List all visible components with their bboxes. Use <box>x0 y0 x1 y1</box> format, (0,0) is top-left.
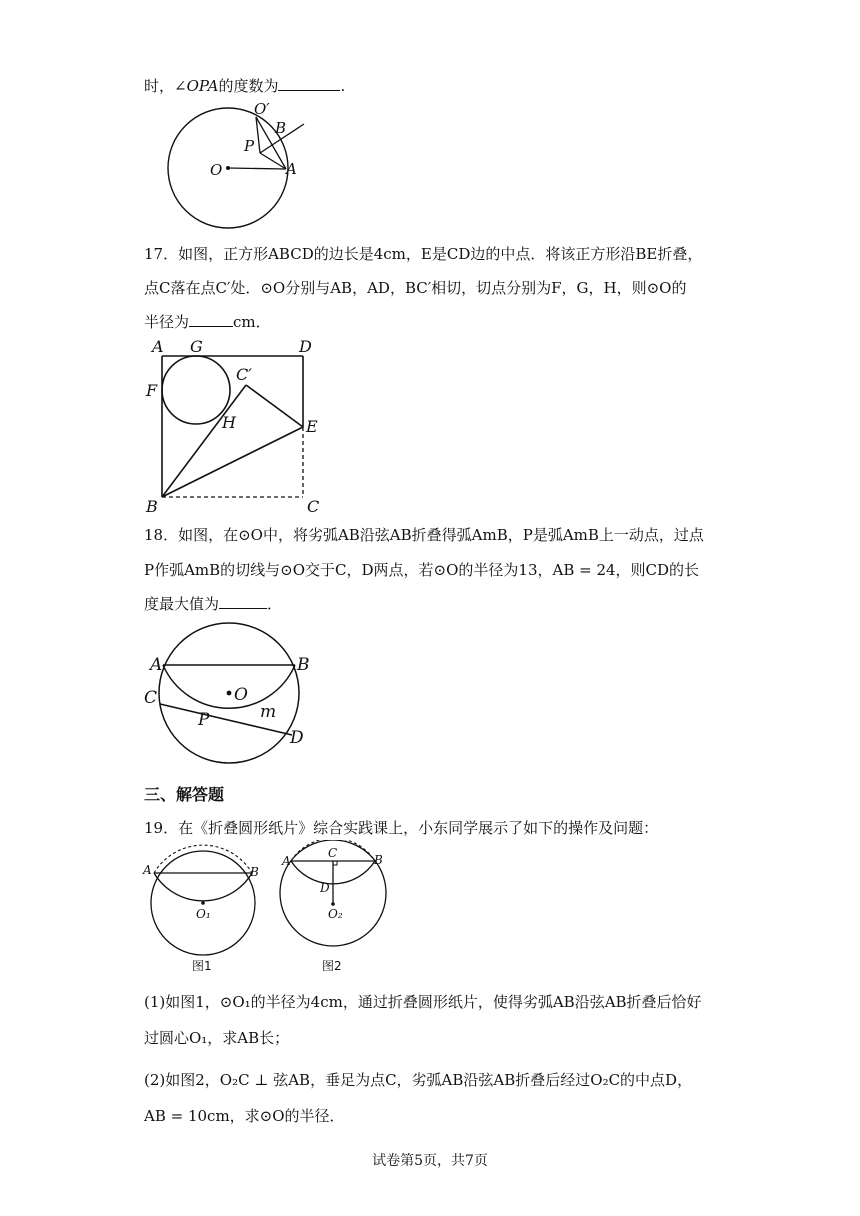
q19-intro: 19．在《折叠圆形纸片》综合实践课上，小东同学展示了如下的操作及问题： <box>144 819 659 837</box>
label-A: A <box>282 854 291 868</box>
section-title: 三、解答题 <box>144 785 225 804</box>
label-O-prime: O′ <box>254 100 270 118</box>
q18-figure <box>140 620 320 770</box>
label-H: H <box>222 413 236 432</box>
fig1-caption: 图1 <box>192 959 212 973</box>
label-D: D <box>320 881 330 895</box>
label-B: B <box>297 655 310 675</box>
q16-figure <box>160 100 320 230</box>
q19-part2-line-2: AB = 10cm，求⊙O的半径． <box>144 1107 345 1125</box>
q19-part1-line-1: (1)如图1，⊙O₁的半径为4cm，通过折叠圆形纸片，使得劣弧AB沿弦AB折叠后恰好 <box>144 993 702 1011</box>
q16-line: 时，∠OPA的度数为 . <box>144 77 346 95</box>
q18-line-3: 度最大值为 ． <box>144 595 283 613</box>
label-C: C <box>144 688 158 708</box>
answer-blank <box>189 312 233 327</box>
q18-line-2: P作弧AmB的切线与⊙O交于C，D两点，若⊙O的半径为13，AB = 24，则CD的长 <box>144 561 700 579</box>
label-P: P <box>244 137 255 155</box>
label-C: C <box>328 846 338 860</box>
label-C: C <box>307 497 320 514</box>
label-E: E <box>306 417 318 436</box>
answer-blank <box>219 594 267 609</box>
label-A: A <box>286 160 297 178</box>
q17-line-1: 17．如图，正方形ABCD的边长是4cm，E是CD边的中点．将该正方形沿BE折叠， <box>144 245 703 263</box>
q19-figure-1 <box>138 840 268 978</box>
label-O2: O₂ <box>328 907 343 921</box>
q19-part1-line-2: 过圆心O₁，求AB长； <box>144 1029 290 1047</box>
label-O: O <box>234 685 248 705</box>
q19-part2-line-1: (2)如图2，O₂C ⊥ 弦AB，垂足为点C，劣弧AB沿弦AB折叠后经过O₂C的中点D， <box>144 1071 693 1089</box>
label-B: B <box>275 119 287 137</box>
label-D: D <box>299 337 312 356</box>
q19-figure-2 <box>270 840 400 978</box>
label-A: A <box>143 863 152 877</box>
label-C-prime: C′ <box>236 365 252 384</box>
label-O: O <box>210 161 223 179</box>
q17-line-2: 点C落在点C′处．⊙O分别与AB，AD，BC′相切，切点分别为F，G，H，则⊙O的 <box>144 279 687 297</box>
label-B: B <box>374 853 383 867</box>
q16-angle-expr: ∠OPA <box>174 77 219 95</box>
label-P: P <box>198 710 210 730</box>
label-F: F <box>146 381 158 400</box>
page-footer: 试卷第5页，共7页 <box>372 1153 488 1169</box>
label-D: D <box>290 728 304 748</box>
q18-line-1: 18．如图，在⊙O中，将劣弧AB沿弦AB折叠得弧AmB，P是弧AmB上一动点，过点 <box>144 526 704 544</box>
q17-figure <box>140 334 340 514</box>
label-B: B <box>250 865 259 879</box>
label-G: G <box>190 337 203 356</box>
label-A: A <box>152 337 164 356</box>
answer-blank <box>278 76 340 91</box>
label-m: m <box>260 702 277 722</box>
fig2-caption: 图2 <box>322 959 342 973</box>
label-B: B <box>146 497 158 514</box>
label-O1: O₁ <box>196 907 211 921</box>
label-A: A <box>150 655 163 675</box>
q17-line-3: 半径为 cm． <box>144 313 271 331</box>
